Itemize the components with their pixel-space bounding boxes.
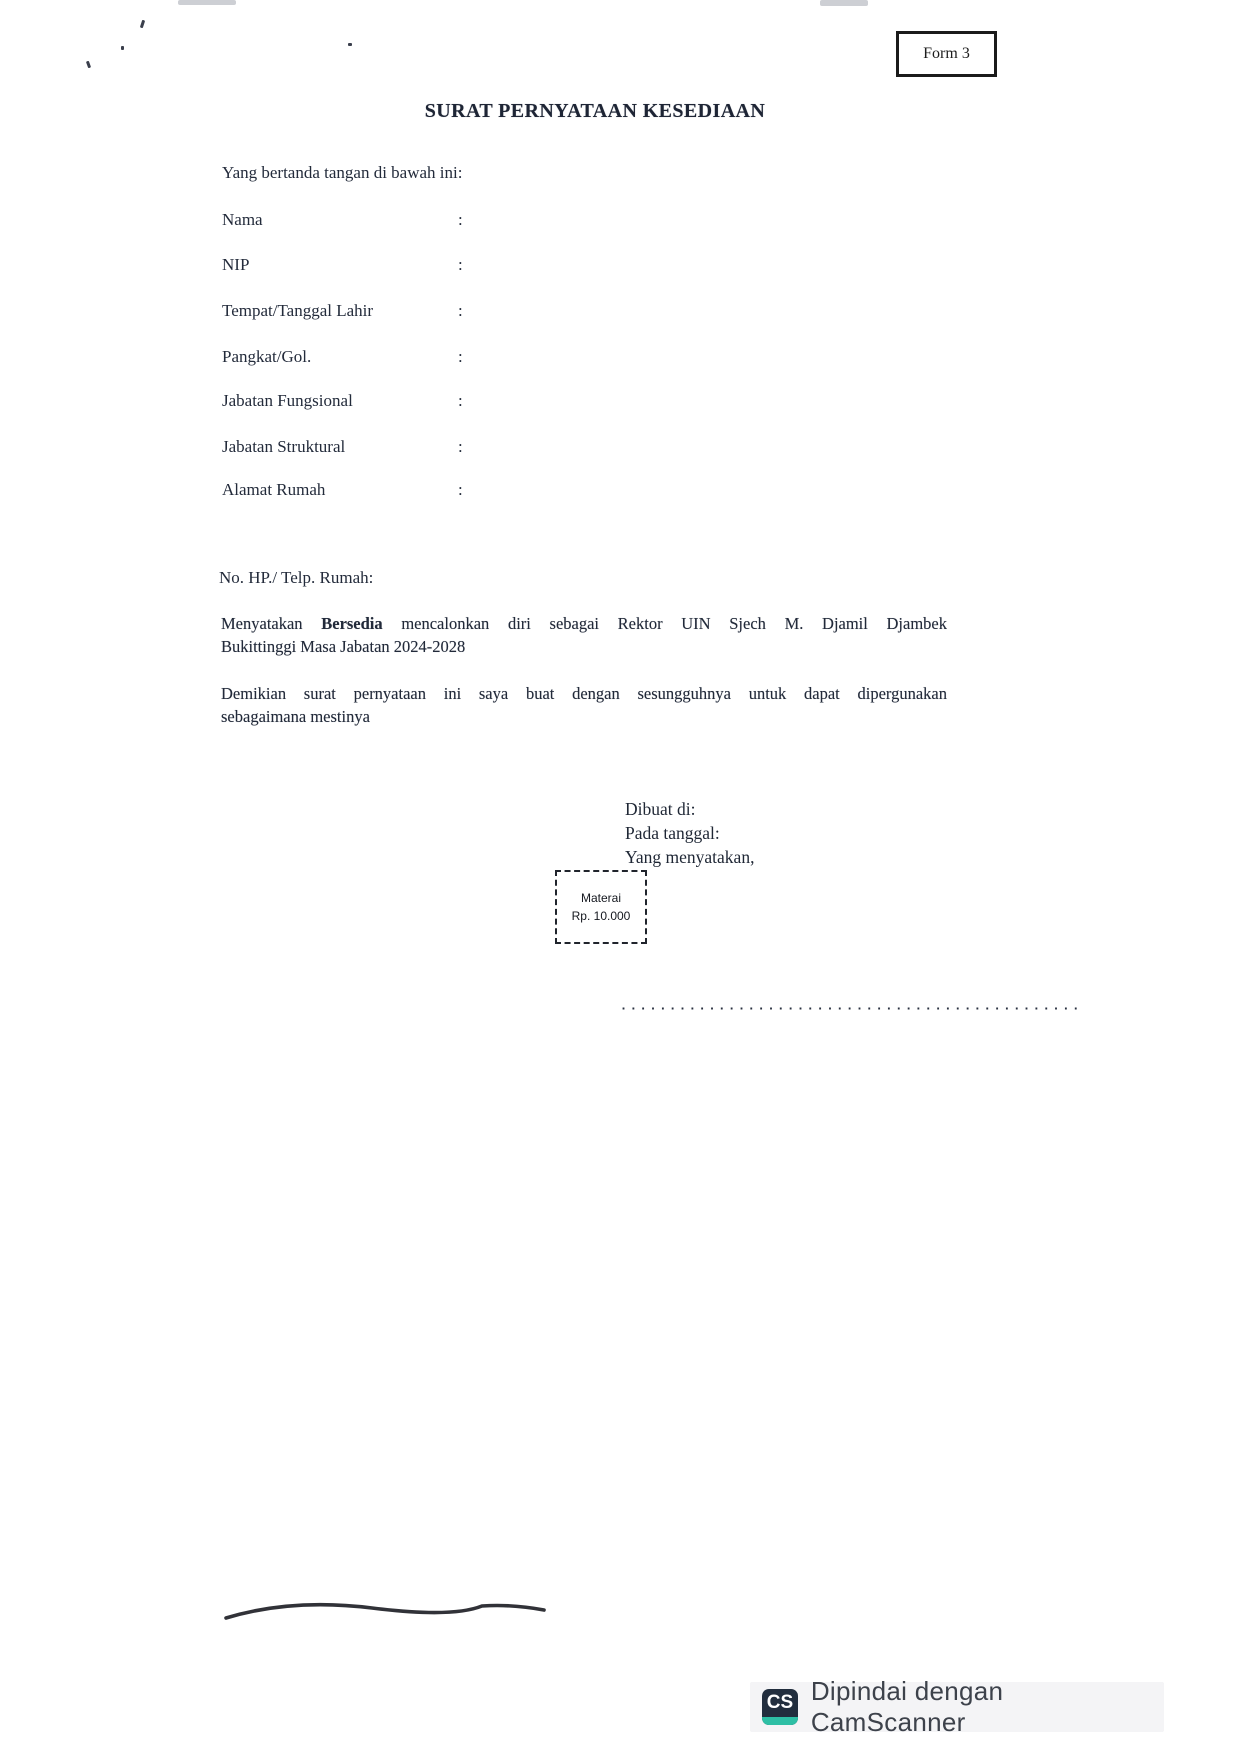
phone-line: No. HP./ Telp. Rumah: (219, 568, 374, 587)
scan-speck (140, 20, 145, 29)
closing-line1: Demikian surat pernyataan ini saya buat dengan sesungguhnya untuk dapat dipergunakan (221, 684, 947, 703)
field-label: Nama (222, 210, 263, 229)
camscanner-logo-text: CS (766, 1692, 794, 1713)
made-at-label: Dibuat di: (625, 799, 696, 819)
scan-smudge (178, 0, 236, 5)
statement-paragraph (221, 612, 947, 658)
camscanner-watermark-bar (750, 1676, 1164, 1737)
field-label: Tempat/Tanggal Lahir (222, 301, 374, 320)
materai-amount: Rp. 10.000 (571, 909, 631, 923)
field-colon: : (458, 480, 463, 499)
field-row-jab-struktural (222, 437, 742, 459)
camscanner-caption: Dipindai dengan CamScanner (810, 1676, 1004, 1737)
date-label: Pada tanggal: (625, 823, 720, 843)
field-label: Pangkat/Gol. (222, 347, 312, 366)
field-row-alamat (222, 480, 742, 502)
closing-paragraph (221, 682, 947, 728)
field-colon: : (458, 255, 463, 274)
statement-line2: Bukittinggi Masa Jabatan 2024-2028 (221, 637, 466, 656)
intro-line: Yang bertanda tangan di bawah ini: (222, 163, 463, 182)
field-row-nama (222, 210, 742, 232)
statement-bold-word: Bersedia (321, 614, 383, 633)
field-row-pangkat (222, 347, 742, 369)
form-number-box (896, 31, 997, 77)
field-colon: : (458, 391, 463, 410)
field-colon: : (458, 437, 463, 456)
page-title: SURAT PERNYATAAN KESEDIAAN (424, 100, 766, 122)
scan-speck (86, 61, 91, 69)
materai-label: Materai (580, 891, 621, 905)
field-colon: : (458, 301, 463, 320)
scan-speck (348, 43, 352, 46)
signature-block (625, 797, 754, 869)
field-row-jab-fungsional (222, 391, 742, 413)
scan-edge-artifact (222, 1592, 552, 1628)
field-row-nip (222, 255, 742, 277)
field-label: NIP (222, 255, 250, 274)
closing-line2: sebagaimana mestinya (221, 707, 370, 726)
field-colon: : (458, 347, 463, 366)
field-label: Jabatan Struktural (222, 437, 346, 456)
field-label: Jabatan Fungsional (222, 391, 353, 410)
signature-dotted-line: ............................................... (619, 996, 1082, 1014)
form-number-label: Form 3 (923, 45, 970, 62)
field-colon: : (458, 210, 463, 229)
scan-speck (121, 46, 124, 50)
scan-smudge (820, 0, 868, 6)
materai-stamp-box (555, 870, 647, 944)
statement-line1: Menyatakan Bersedia mencalonkan diri sebagai Rektor UIN Sjech M. Djamil Djambek (221, 614, 947, 633)
field-label: Alamat Rumah (222, 480, 326, 499)
declarer-label: Yang menyatakan, (625, 847, 755, 867)
camscanner-logo-strip (762, 1717, 798, 1725)
field-row-ttl (222, 301, 742, 323)
camscanner-logo-icon (762, 1689, 798, 1725)
